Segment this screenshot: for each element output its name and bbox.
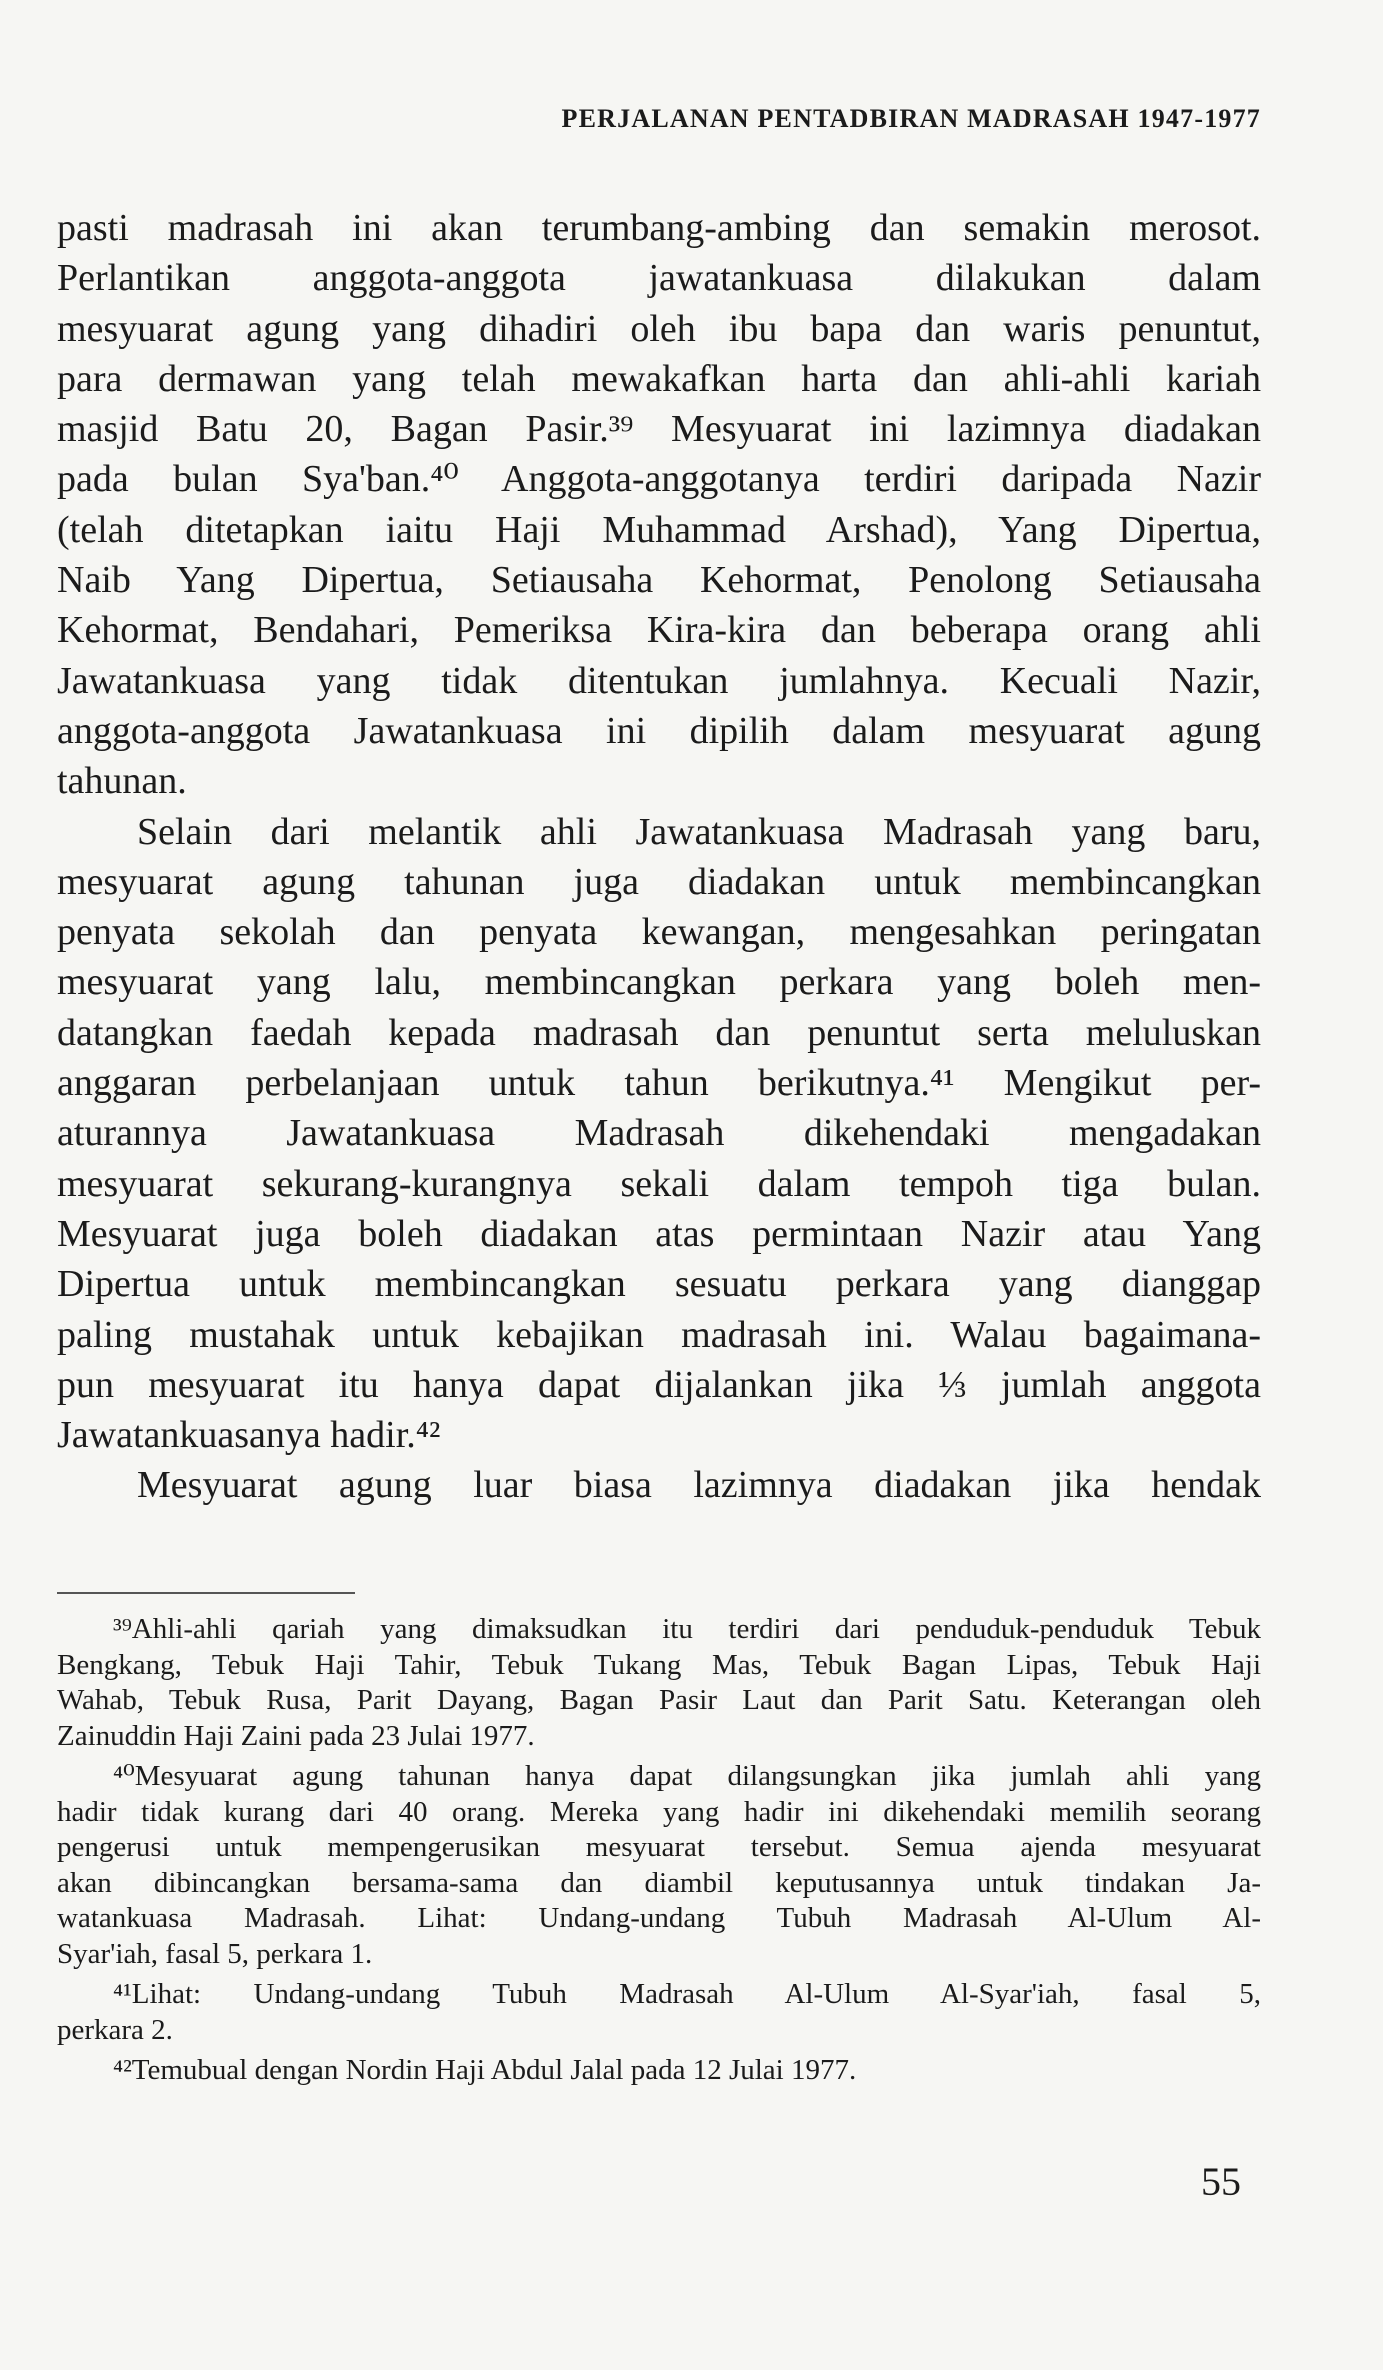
body-line: Dipertua untuk membincangkan sesuatu perkara yang dianggap [57,1263,1261,1306]
body-line: Kehormat, Bendahari, Pemeriksa Kira-kira dan beberapa orang ahli [57,609,1261,652]
body-line: tahunan. [57,760,187,803]
page-number: 55 [1201,2159,1241,2204]
footnote-line: hadir tidak kurang dari 40 orang. Mereka yang hadir ini dikehendaki memilih seorang [57,1795,1261,1828]
body-line: mesyuarat agung yang dihadiri oleh ibu bapa dan waris penuntut, [57,307,1261,350]
body-line: Jawatankuasa yang tidak ditentukan jumlahnya. Kecuali Nazir, [57,659,1261,702]
footnote [57,2053,1261,2089]
footnote-line: ³⁹Ahli-ahli qariah yang dimaksudkan itu terdiri dari penduduk-penduduk Tebuk [113,1613,1261,1645]
body-line: Perlantikan anggota-anggota jawatankuasa dilakukan dalam [57,257,1261,300]
footnote-line: Wahab, Tebuk Rusa, Parit Dayang, Bagan Pasir Laut dan Parit Satu. Keterangan oleh [57,1684,1261,1716]
footnote-line: ⁴⁰Mesyuarat agung tahunan hanya dapat dilangsungkan jika jumlah ahli yang [113,1760,1261,1792]
footnotes [57,1612,1261,2094]
body-line: penyata sekolah dan penyata kewangan, mengesahkan peringatan [57,911,1261,954]
body-line: Selain dari melantik ahli Jawatankuasa Madrasah yang baru, [137,810,1261,853]
footnote-line: pengerusi untuk mempengerusikan mesyuarat tersebut. Semua ajenda mesyuarat [57,1831,1261,1863]
footnote-line: ⁴¹Lihat: Undang-undang Tubuh Madrasah Al-Ulum Al-Syar'iah, fasal 5, [113,1978,1261,2010]
body-line: aturannya Jawatankuasa Madrasah dikehendaki mengadakan [57,1112,1261,1155]
body-line: pasti madrasah ini akan terumbang-ambing dan semakin merosot. [57,207,1261,249]
body-line: (telah ditetapkan iaitu Haji Muhammad Arshad), Yang Dipertua, [57,508,1261,551]
footnote-line: Zainuddin Haji Zaini pada 23 Julai 1977. [57,1719,535,1752]
footnote-line: Syar'iah, fasal 5, perkara 1. [57,1937,373,1970]
footnote-line: ⁴²Temubual dengan Nordin Haji Abdul Jalal pada 12 Julai 1977. [113,2054,857,2086]
running-header: PERJALANAN PENTADBIRAN MADRASAH 1947-1977 [561,104,1261,133]
body-line: pun mesyuarat itu hanya dapat dijalankan jika ⅓ jumlah anggota [57,1363,1261,1406]
footnote-line: watankuasa Madrasah. Lihat: Undang-undang Tubuh Madrasah Al-Ulum Al- [57,1902,1261,1934]
footnote [57,1612,1261,1754]
footnote-line: perkara 2. [57,2013,173,2046]
body-line: mesyuarat agung tahunan juga diadakan untuk membincangkan [57,860,1261,903]
body-line: masjid Batu 20, Bagan Pasir.³⁹ Mesyuarat ini lazimnya diadakan [57,408,1261,451]
body-line: Jawatankuasanya hadir.⁴² [57,1414,441,1457]
body-line: anggaran perbelanjaan untuk tahun berikutnya.⁴¹ Mengikut per- [57,1062,1261,1105]
body-line: Mesyuarat agung luar biasa lazimnya diadakan jika hendak [137,1464,1261,1507]
body-line: para dermawan yang telah mewakafkan harta dan ahli-ahli kariah [57,357,1261,400]
body-line: paling mustahak untuk kebajikan madrasah ini. Walau bagaimana- [57,1313,1261,1356]
body-line: Naib Yang Dipertua, Setiausaha Kehormat, Penolong Setiausaha [57,559,1261,602]
footnote-line: Bengkang, Tebuk Haji Tahir, Tebuk Tukang Mas, Tebuk Bagan Lipas, Tebuk Haji [57,1648,1261,1681]
body-line: mesyuarat sekurang-kurangnya sekali dalam tempoh tiga bulan. [57,1162,1261,1205]
footnote-separator [57,1592,355,1594]
body-line: Mesyuarat juga boleh diadakan atas permintaan Nazir atau Yang [57,1212,1261,1255]
body-line: mesyuarat yang lalu, membincangkan perkara yang boleh men- [57,961,1261,1004]
footnote [57,1977,1261,2048]
body-text [57,203,1261,1511]
body-line: anggota-anggota Jawatankuasa ini dipilih dalam mesyuarat agung [57,709,1261,752]
body-line: pada bulan Sya'ban.⁴⁰ Anggota-anggotanya terdiri daripada Nazir [57,458,1261,501]
footnote-line: akan dibincangkan bersama-sama dan diambil keputusannya untuk tindakan Ja- [57,1866,1261,1899]
body-line: datangkan faedah kepada madrasah dan penuntut serta meluluskan [57,1011,1261,1054]
footnote [57,1759,1261,1972]
